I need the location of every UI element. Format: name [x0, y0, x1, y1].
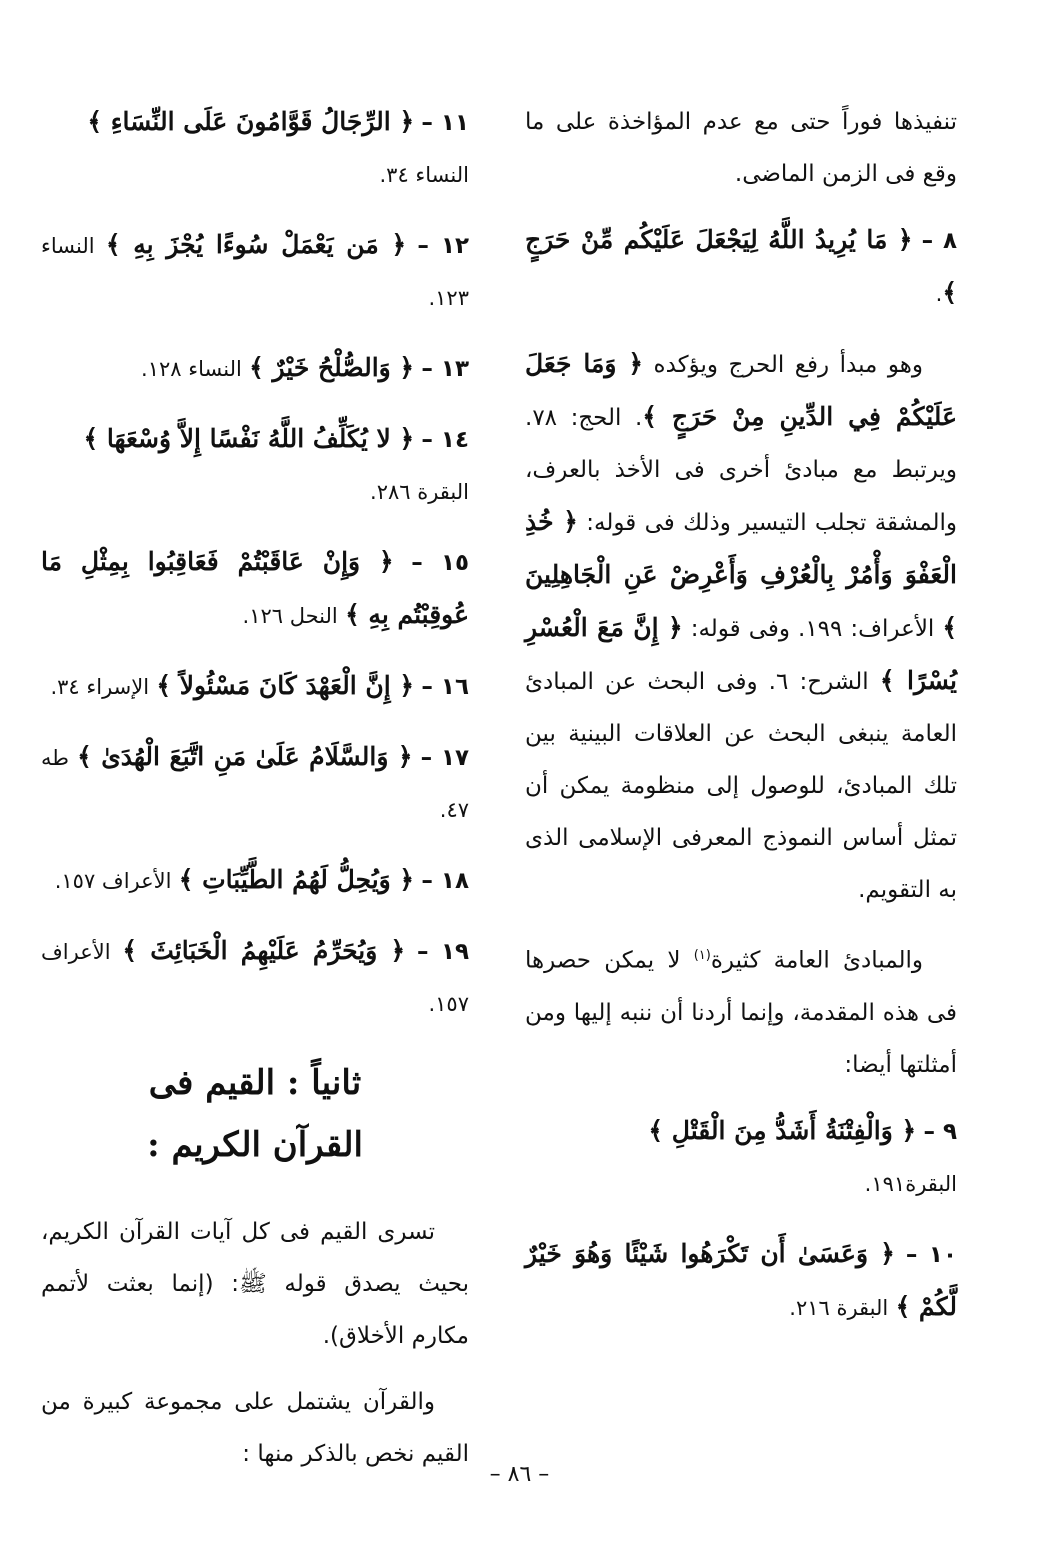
- item-number: ١٤ –: [421, 427, 469, 453]
- verse-source: النساء ١٢٣.: [41, 234, 469, 310]
- verse-source: .: [935, 282, 943, 306]
- verse-item-8: [525, 214, 957, 320]
- quran-verse: ﴿ وَعَسَىٰ أَن تَكْرَهُوا شَيْئًا وَهُوَ خَيْرٌ لَّكُمْ ﴾: [525, 1238, 957, 1321]
- verse-item-17: [41, 731, 469, 836]
- verse-item-16: [41, 660, 469, 713]
- quran-verse: ﴿ خُذِ الْعَفْوَ وَأْمُرْ بِالْعُرْفِ وَأَعْرِضْ عَنِ الْجَاهِلِينَ ﴾: [525, 507, 958, 642]
- footnote-marker: (١): [693, 948, 711, 963]
- quran-verse: ﴿ وَالْفِتْنَةُ أَشَدُّ مِنَ الْقَتْلِ ﴾: [648, 1115, 917, 1145]
- verse-source: البقرة ٢١٦.: [789, 1295, 889, 1320]
- paragraph-text: وهو مبدأ رفع الحرج ويؤكده: [653, 352, 923, 378]
- quran-verse: ﴿ مَن يَعْمَلْ سُوءًا يُجْزَ بِهِ ﴾: [105, 230, 407, 259]
- paragraph-continuation: تنفيذها فوراً حتى مع عدم المؤاخذة على ما وقع فى الزمن الماضى.: [525, 109, 957, 187]
- paragraph-text: . الحج: ٧٨. ويرتبط مع مبادئ أخرى فى الأخذ بالعرف، والمشقة تجلب التيسير وذلك فى قوله:: [525, 405, 957, 536]
- item-number: ١٦ –: [421, 674, 469, 700]
- verse-source: الأعراف ١٥٧.: [41, 940, 469, 1016]
- quran-verse: ﴿ وَيُحِلُّ لَهُمُ الطَّيِّبَاتِ ﴾: [178, 865, 415, 894]
- verse-item-11: [41, 96, 469, 201]
- verse-source: النساء ٣٤.: [379, 163, 469, 187]
- item-number: ١٥ –: [411, 550, 470, 576]
- item-number: ١٢ –: [417, 233, 470, 259]
- item-number: ٨ –: [921, 228, 957, 254]
- item-number: ١٩ –: [416, 939, 470, 965]
- paragraph-text: والمبادئ العامة كثيرة: [710, 947, 923, 974]
- left-column: [41, 96, 469, 1494]
- quran-verse: ﴿ إِنَّ الْعَهْدَ كَانَ مَسْئُولاً ﴾: [156, 671, 415, 700]
- paragraph-text: الأعراف: ١٩٩. وفى قوله:: [690, 616, 935, 642]
- paragraph-values: تسرى القيم فى كل آيات القرآن الكريم، بحيث يصدق قوله ﷺ: (إنما بعثت لأتمم مكارم الأخلاق).: [41, 1219, 469, 1349]
- verse-item-15: [41, 536, 469, 642]
- item-number: ٩ –: [923, 1118, 957, 1145]
- page-number: – ٨٦ –: [489, 1462, 550, 1487]
- verse-item-13: [41, 342, 469, 395]
- quran-verse: ﴿ لا يُكَلِّفُ اللَّهُ نَفْسًا إِلاَّ وُسْعَهَا ﴾: [83, 424, 415, 453]
- paragraph-principle: [525, 338, 957, 916]
- verse-item-18: [41, 854, 469, 907]
- verse-source: الإسراء ٣٤.: [50, 675, 150, 699]
- verse-source: النحل ١٢٦.: [242, 604, 338, 628]
- quran-verse: ﴿ وَإِنْ عَاقَبْتُمْ فَعَاقِبُوا بِمِثْلِ مَا عُوقِبْتُم بِهِ ﴾: [41, 547, 469, 629]
- quran-verse: ﴿ وَالصُّلْحُ خَيْرٌ ﴾: [249, 353, 415, 382]
- item-number: ١٣ –: [421, 356, 469, 382]
- item-number: ١٠ –: [905, 1241, 957, 1268]
- verse-item-9: [525, 1105, 957, 1210]
- verse-item-10: [525, 1228, 957, 1334]
- section-heading-line: ثانياً : القيم فى: [148, 1063, 362, 1103]
- quran-verse: ﴿ الرِّجَالُ قَوَّامُونَ عَلَى النِّسَاءِ ﴾: [87, 107, 415, 136]
- quran-verse: ﴿ مَا يُرِيدُ اللَّهُ لِيَجْعَلَ عَلَيْكُم مِّنْ حَرَجٍ ﴾: [525, 225, 957, 307]
- quran-verse: ﴿ إِنَّ مَعَ الْعُسْرِ يُسْرًا ﴾: [525, 613, 958, 695]
- item-number: ١٨ –: [421, 868, 469, 894]
- verse-source: طه ٤٧.: [41, 746, 469, 822]
- verse-source: النساء ١٢٨.: [141, 357, 242, 381]
- verse-source: الأعراف ١٥٧.: [54, 869, 172, 893]
- quran-verse: ﴿ وَمَا جَعَلَ عَلَيْكُمْ فِي الدِّينِ مِنْ حَرَجٍ ﴾: [525, 349, 957, 431]
- item-number: ١٧ –: [420, 745, 470, 771]
- quran-verse: ﴿ وَيُحَرِّمُ عَلَيْهِمُ الْخَبَائِثَ ﴾: [122, 936, 406, 965]
- verse-item-19: [41, 925, 469, 1030]
- paragraph-general-principles: [525, 930, 957, 1091]
- section-heading: [41, 1052, 469, 1176]
- section-heading-line: القرآن الكريم :: [147, 1125, 363, 1165]
- verse-item-14: [41, 413, 469, 518]
- right-column: [525, 96, 957, 1352]
- paragraph-values-list-intro: والقرآن يشتمل على مجموعة كبيرة من القيم نخص بالذكر منها :: [41, 1389, 469, 1467]
- quran-verse: ﴿ وَالسَّلَامُ عَلَىٰ مَنِ اتَّبَعَ الْهُدَىٰ ﴾: [77, 742, 413, 771]
- verse-source: البقرة ٢٨٦.: [370, 480, 469, 504]
- verse-item-12: [41, 219, 469, 324]
- item-number: ١١ –: [421, 110, 469, 136]
- paragraph-text: الشرح: ٦. وفى البحث عن المبادئ العامة ينبغى البحث عن العلاقات البينية بين تلك المبادئ، للوصول إلى منظومة يمكن أن تمثل أساس النموذج المعرفى الإسلامى الذى به التقويم.: [525, 669, 957, 903]
- verse-source: البقرة١٩١.: [864, 1171, 957, 1196]
- paragraph-text: لا يمكن حصرها فى هذه المقدمة، وإنما أردنا أن ننبه إليها ومن أمثلتها أيضا:: [525, 947, 957, 1078]
